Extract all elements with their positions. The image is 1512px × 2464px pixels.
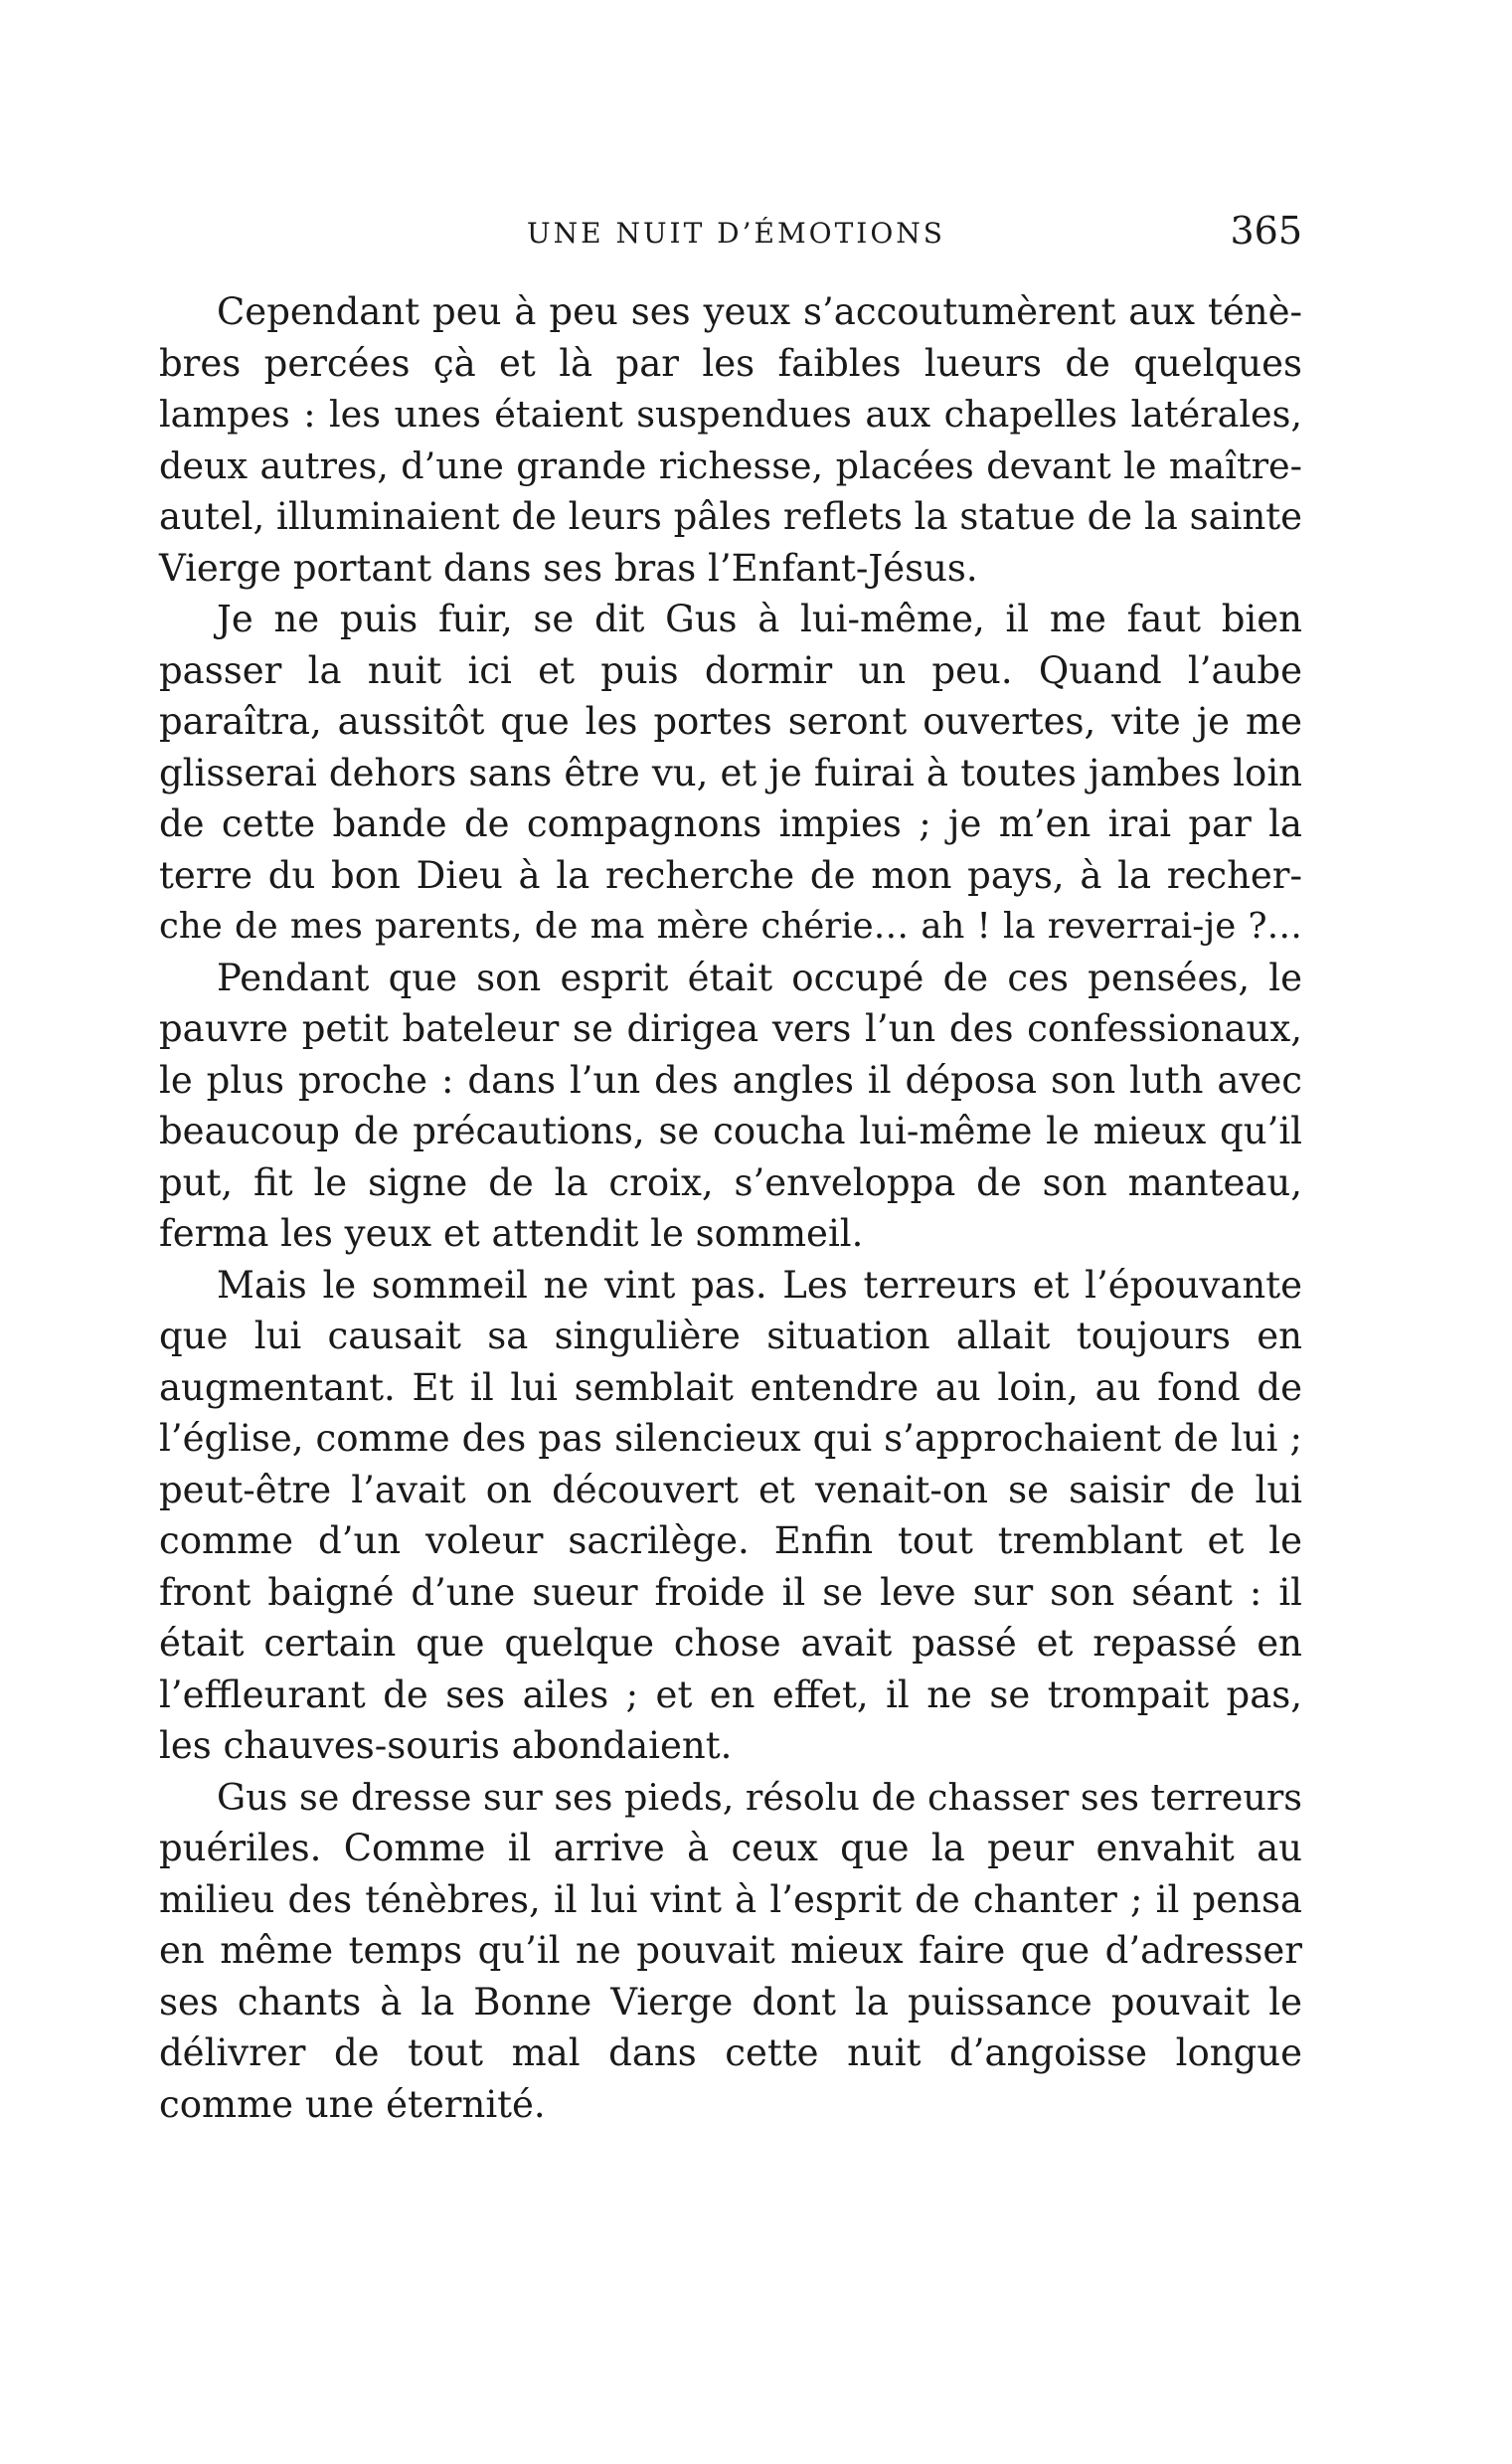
text-line: le plus proche : dans l’un des angles il déposa son luth avec <box>159 1058 1302 1102</box>
page-number: 365 <box>1230 209 1302 253</box>
text-line: que lui causait sa singulière situation allait toujours en <box>159 1315 1302 1357</box>
text-line: Pendant que son esprit était occupé de ces pensées, le <box>217 956 1302 999</box>
text-line: Mais le sommeil ne vint pas. Les terreurs et l’épouvante <box>217 1263 1302 1307</box>
text-line: passer la nuit ici et puis dormir un peu. Quand l’aube <box>159 648 1302 692</box>
paragraph <box>159 594 1302 953</box>
text-line: délivrer de tout mal dans cette nuit d’angoisse longue <box>159 2031 1302 2074</box>
paragraph <box>159 286 1302 594</box>
text-line: de cette bande de compagnons impies ; je m’en irai par la <box>159 802 1302 845</box>
paragraph <box>159 1772 1302 2131</box>
running-head <box>159 209 1302 268</box>
text-line: deux autres, d’une grande richesse, placées devant le maître- <box>159 443 1302 487</box>
text-line: ferma les yeux et attendit le sommeil. <box>159 1212 864 1255</box>
text-line: lampes : les unes étaient suspendues aux chapelles latérales, <box>159 393 1302 436</box>
text-line: Cependant peu à peu ses yeux s’accoutumèrent aux ténè- <box>217 290 1302 333</box>
text-line: Vierge portant dans ses bras l’Enfant-Jésus. <box>159 546 978 590</box>
text-line: Gus se dresse sur ses pieds, résolu de chasser ses terreurs <box>217 1775 1302 1819</box>
text-line: en même temps qu’il ne pouvait mieux faire que d’adresser <box>159 1929 1302 1972</box>
text-line: puériles. Comme il arrive à ceux que la peur envahit au <box>159 1827 1302 1869</box>
text-line: bres percées çà et là par les faibles lueurs de quelques <box>159 341 1302 385</box>
paragraph <box>159 1260 1302 1772</box>
text-line: pauvre petit bateleur se dirigea vers l’un des confessionaux, <box>159 1007 1302 1050</box>
text-line: beaucoup de précautions, se coucha lui-même le mieux qu’il <box>159 1110 1302 1152</box>
text-line: che de mes parents, de ma mère chérie… ah ! la reverrai-je ?… <box>159 906 1302 947</box>
text-line: paraîtra, aussitôt que les portes seront ouvertes, vite je me <box>159 700 1302 743</box>
text-line: Je ne puis fuir, se dit Gus à lui-même, il me faut bien <box>217 598 1302 640</box>
body-text <box>159 286 1302 2130</box>
text-line: augmentant. Et il lui semblait entendre au loin, au fond de <box>159 1365 1302 1409</box>
text-line: peut-être l’avait on découvert et venait-on se saisir de lui <box>159 1468 1302 1511</box>
text-line: autel, illuminaient de leurs pâles reflets la statue de la sainte <box>159 495 1303 538</box>
text-line: ses chants à la Bonne Vierge dont la puissance pouvait le <box>159 1980 1302 2024</box>
text-line: glisserai dehors sans être vu, et je fuirai à toutes jambes loin <box>159 751 1302 794</box>
text-line: put, fit le signe de la croix, s’enveloppa de son manteau, <box>159 1160 1302 1204</box>
text-line: l’effleurant de ses ailes ; et en effet, il ne se trompait pas, <box>159 1672 1302 1716</box>
text-line: les chauves-souris abondaient. <box>159 1724 733 1767</box>
text-line: comme d’un voleur sacrilège. Enfin tout tremblant et le <box>159 1519 1302 1562</box>
text-line: terre du bon Dieu à la recherche de mon pays, à la recher- <box>159 853 1302 897</box>
paragraph <box>159 953 1302 1260</box>
text-line: était certain que quelque chose avait passé et repassé en <box>159 1622 1302 1665</box>
text-line: l’église, comme des pas silencieux qui s’approchaient de lui ; <box>159 1417 1302 1460</box>
text-line: milieu des ténèbres, il lui vint à l’esprit de chanter ; il pensa <box>159 1877 1302 1921</box>
running-title: UNE NUIT D’ÉMOTIONS <box>527 217 945 250</box>
text-line: comme une éternité. <box>159 2082 546 2126</box>
text-line: front baigné d’une sueur froide il se leve sur son séant : il <box>159 1570 1302 1614</box>
